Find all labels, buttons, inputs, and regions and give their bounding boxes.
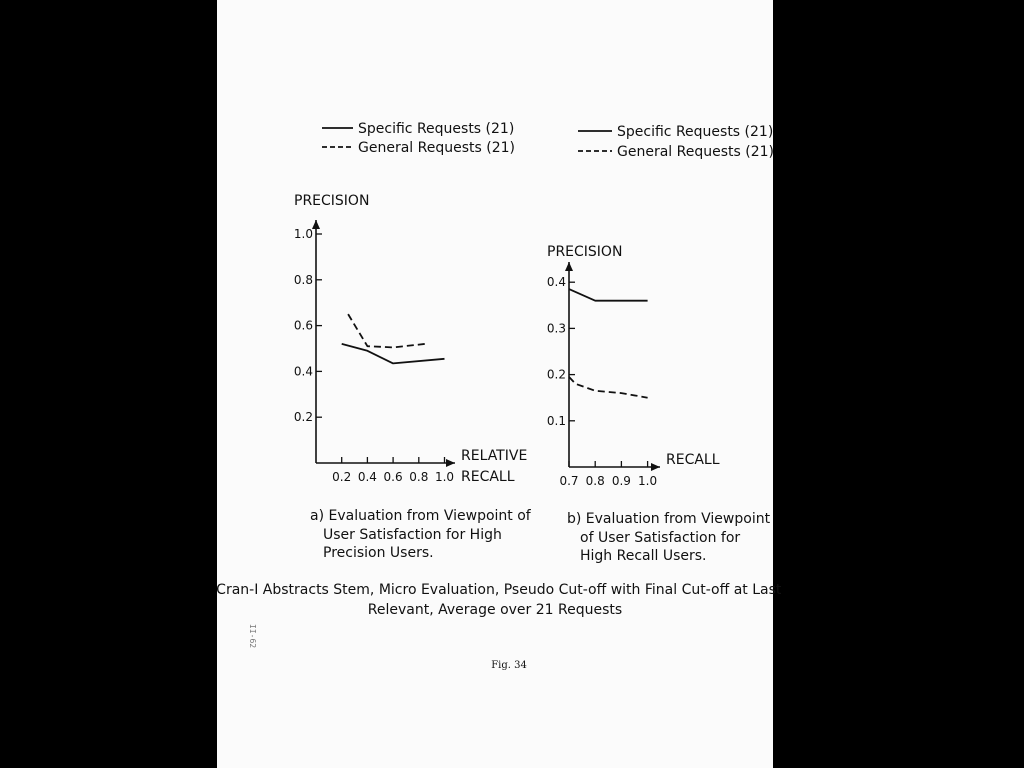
chart-a-caption-line3: Precision Users.	[323, 545, 434, 561]
chart-a-series	[342, 314, 445, 363]
chart-a-x-tick-label: 1.0	[434, 470, 455, 484]
chart-b-x-arrow	[651, 463, 660, 471]
legend-a	[322, 121, 515, 156]
chart-a-caption	[310, 508, 535, 561]
chart-b-caption-line2: of User Satisfaction for	[580, 530, 741, 546]
chart-b-x-tick-label: 0.9	[611, 474, 631, 488]
chart-b-caption	[567, 511, 775, 564]
chart-a-y-tick-label: 1.0	[293, 227, 313, 241]
chart-b-series	[569, 289, 648, 398]
chart-b-series-specific-line	[569, 289, 648, 301]
chart-b-y-tick-label: 0.1	[546, 413, 566, 428]
chart-a-x-title-line1: RELATIVE	[461, 448, 528, 464]
main-caption	[216, 582, 786, 618]
chart-b-y-tick-label: 0.2	[546, 367, 566, 382]
chart-b-y-title: PRECISION	[547, 244, 623, 260]
chart-a-x-tick-label: 0.2	[332, 470, 352, 484]
chart-a-axes	[294, 220, 455, 484]
chart-b-caption-line3: High Recall Users.	[580, 548, 707, 564]
chart-a-x-title	[461, 448, 532, 485]
chart-a-y-tick-label: 0.8	[293, 272, 313, 287]
chart-b	[547, 244, 775, 564]
chart-b-caption-line1: b) Evaluation from Viewpoint	[567, 511, 771, 527]
legend-b	[578, 124, 774, 160]
chart-b-series-general-line	[569, 377, 648, 398]
chart-b-y-tick-label: 0.3	[546, 321, 566, 336]
chart-b-y-tick-label: 0.4	[546, 275, 566, 290]
chart-a-x-title-line2: RECALL	[461, 469, 515, 485]
main-caption-line2: Relevant, Average over 21 Requests	[367, 602, 623, 618]
figure-label: Fig. 34	[491, 660, 527, 671]
legend-a-specific-label: Specific Requests (21)	[358, 121, 515, 137]
legend-b-specific-label: Specific Requests (21)	[617, 124, 774, 140]
chart-a-y-tick-label: 0.4	[293, 364, 313, 379]
chart-b-x-title: RECALL	[666, 452, 720, 468]
chart-a-y-arrow	[312, 220, 320, 229]
chart-a	[294, 193, 535, 561]
chart-a-x-arrow	[446, 459, 455, 467]
chart-b-x-tick-label: 1.0	[638, 474, 658, 488]
chart-b-x-tick-label: 0.8	[585, 474, 605, 488]
chart-a-caption-line1: a) Evaluation from Viewpoint of	[310, 508, 531, 524]
chart-b-axes	[547, 262, 660, 488]
chart-a-x-tick-label: 0.6	[383, 470, 403, 484]
legend-a-general-label: General Requests (21)	[358, 140, 515, 156]
chart-a-series-specific-line	[342, 344, 445, 364]
chart-a-y-tick-label: 0.2	[293, 410, 313, 425]
chart-a-x-tick-label: 0.4	[357, 470, 377, 484]
margin-note: II-62	[248, 624, 257, 649]
chart-b-y-arrow	[565, 262, 573, 271]
chart-a-caption-line2: User Satisfaction for High	[323, 527, 502, 543]
chart-a-y-tick-label: 0.6	[293, 318, 313, 333]
chart-a-series-general-line	[348, 314, 425, 347]
chart-a-x-tick-label: 0.8	[409, 470, 429, 484]
chart-b-x-tick-label: 0.7	[559, 474, 579, 488]
chart-a-y-title: PRECISION	[294, 193, 370, 209]
legend-b-general-label: General Requests (21)	[617, 144, 774, 160]
main-caption-line1: Cran-I Abstracts Stem, Micro Evaluation, Pseudo Cut-off with Final Cut-off at Last	[216, 582, 782, 598]
